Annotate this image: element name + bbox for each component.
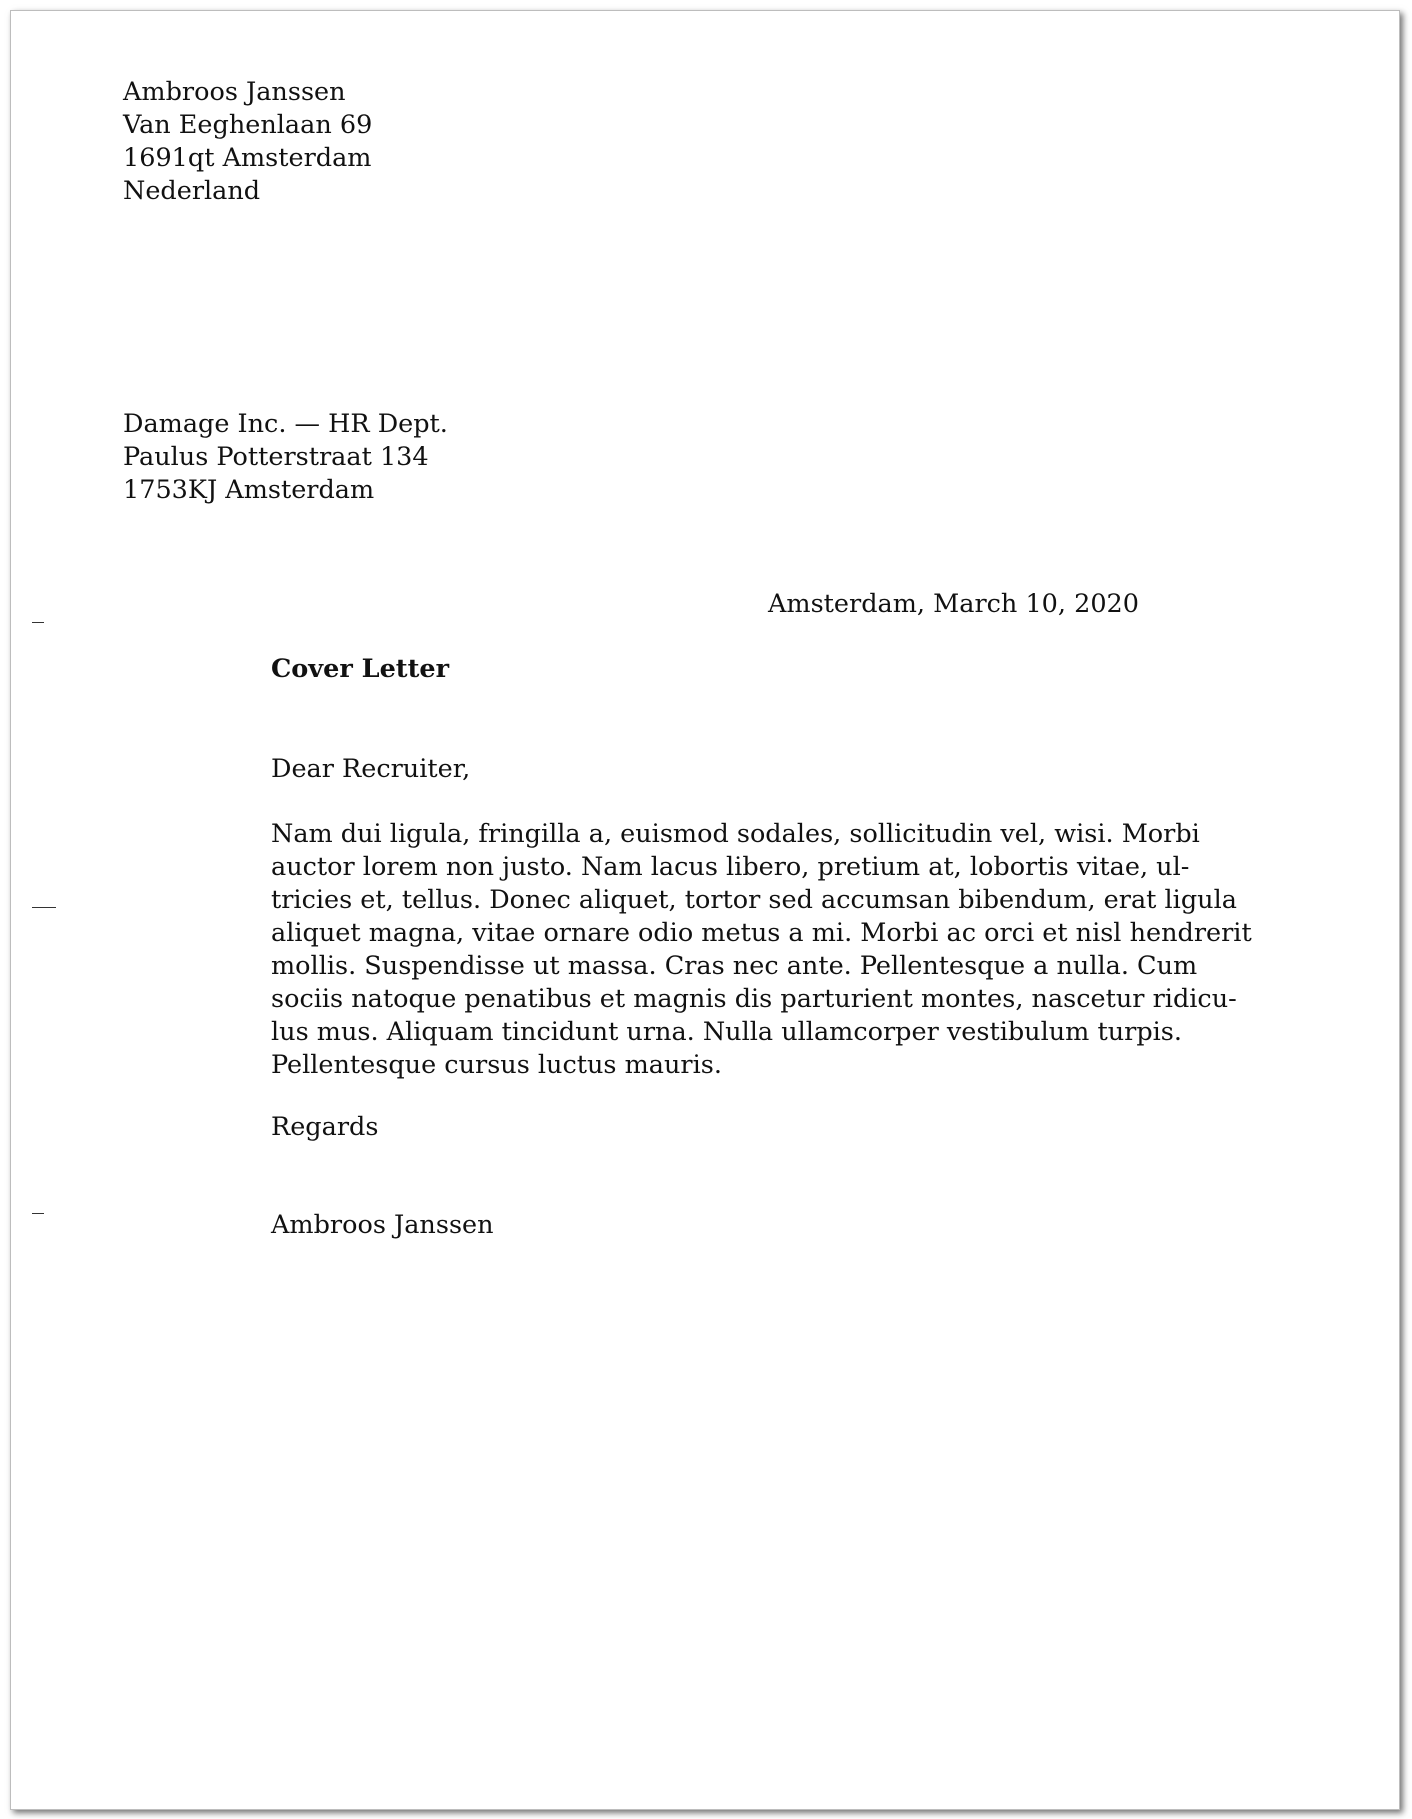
fold-mark-bottom	[32, 1213, 44, 1214]
body-line: auctor lorem non justo. Nam lacus libero, pretium at, lobortis vitae, ul-	[271, 852, 1190, 882]
sender-country: Nederland	[123, 176, 261, 206]
letter-date: Amsterdam, March 10, 2020	[768, 589, 1139, 619]
body-line: lus mus. Aliquam tincidunt urna. Nulla ullamcorper vestibulum turpis.	[271, 1017, 1183, 1047]
letter-page	[10, 10, 1400, 1810]
letter-closing: Regards	[271, 1112, 379, 1142]
sender-city: 1691qt Amsterdam	[123, 143, 372, 173]
body-line: mollis. Suspendisse ut massa. Cras nec ante. Pellentesque a nulla. Cum	[271, 951, 1198, 981]
body-line: sociis natoque penatibus et magnis dis parturient montes, nascetur ridicu-	[271, 984, 1237, 1014]
body-line-last: Pellentesque cursus luctus mauris.	[271, 1050, 722, 1080]
sender-address	[123, 76, 372, 208]
sender-street: Van Eeghenlaan 69	[123, 110, 373, 140]
punch-mark-center	[32, 907, 56, 908]
letter-body	[271, 818, 1252, 1082]
sender-name: Ambroos Janssen	[123, 77, 346, 107]
recipient-company: Damage Inc. — HR Dept.	[123, 409, 448, 439]
recipient-street: Paulus Potterstraat 134	[123, 442, 429, 472]
body-line: aliquet magna, vitae ornare odio metus a mi. Morbi ac orci et nisl hendrerit	[271, 918, 1252, 948]
letter-opening: Dear Recruiter,	[271, 754, 471, 784]
fold-mark-top	[32, 622, 44, 623]
recipient-city: 1753KJ Amsterdam	[123, 475, 375, 505]
letter-signature: Ambroos Janssen	[271, 1210, 494, 1240]
body-line: Nam dui ligula, fringilla a, euismod sodales, sollicitudin vel, wisi. Morbi	[271, 819, 1200, 849]
letter-subject: Cover Letter	[271, 654, 450, 684]
recipient-address	[123, 408, 448, 507]
body-line: tricies et, tellus. Donec aliquet, tortor sed accumsan bibendum, erat ligula	[271, 885, 1237, 915]
